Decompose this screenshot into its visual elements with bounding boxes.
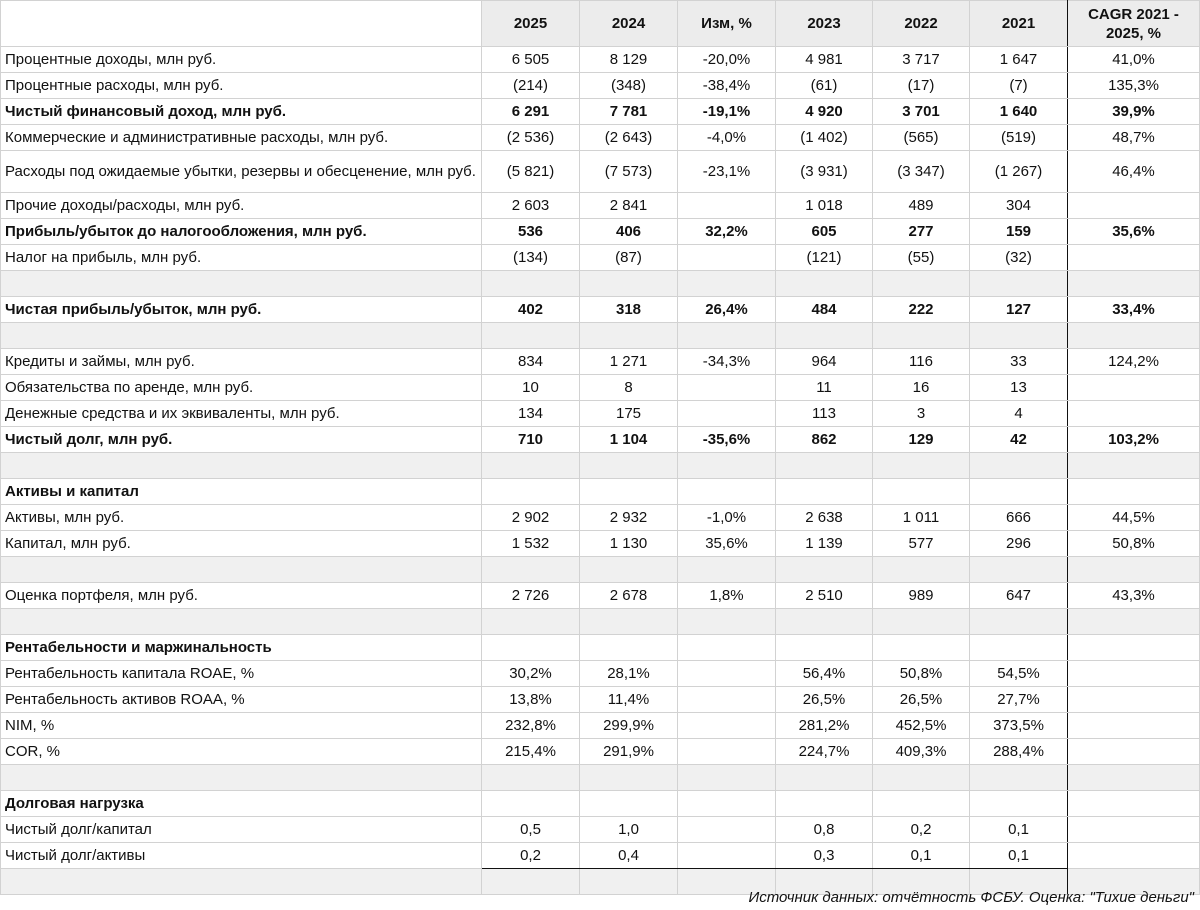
spacer-row bbox=[1, 271, 1200, 297]
cell-2025: 834 bbox=[482, 349, 580, 375]
spacer-row bbox=[1, 557, 1200, 583]
table-row bbox=[1, 401, 1200, 427]
cell-2025: 402 bbox=[482, 297, 580, 323]
table-row bbox=[1, 791, 1200, 817]
cell-2021 bbox=[970, 635, 1068, 661]
row-label: Коммерческие и административные расходы, млн руб. bbox=[1, 125, 482, 151]
cell-cagr: 48,7% bbox=[1068, 125, 1200, 151]
cell-change bbox=[678, 375, 776, 401]
cell-change bbox=[678, 323, 776, 349]
cell-change bbox=[678, 479, 776, 505]
cell-2021: (7) bbox=[970, 73, 1068, 99]
cell-2024: 1 271 bbox=[580, 349, 678, 375]
cell-cagr: 39,9% bbox=[1068, 99, 1200, 125]
cell-change bbox=[678, 193, 776, 219]
cell-2021: (32) bbox=[970, 245, 1068, 271]
cell-2022: 1 011 bbox=[873, 505, 970, 531]
row-label: Рентабельность капитала ROAE, % bbox=[1, 661, 482, 687]
cell-2024: 7 781 bbox=[580, 99, 678, 125]
cell-2025: 13,8% bbox=[482, 687, 580, 713]
cell-change bbox=[678, 817, 776, 843]
cell-2024: (2 643) bbox=[580, 125, 678, 151]
cell-2023: 964 bbox=[776, 349, 873, 375]
cell-2025 bbox=[482, 635, 580, 661]
row-label bbox=[1, 765, 482, 791]
table-row bbox=[1, 505, 1200, 531]
row-label bbox=[1, 323, 482, 349]
cell-change bbox=[678, 245, 776, 271]
cell-2024: 11,4% bbox=[580, 687, 678, 713]
row-label: Чистый финансовый доход, млн руб. bbox=[1, 99, 482, 125]
table-row bbox=[1, 479, 1200, 505]
cell-cagr bbox=[1068, 401, 1200, 427]
cell-2024: 406 bbox=[580, 219, 678, 245]
cell-cagr: 35,6% bbox=[1068, 219, 1200, 245]
row-label: Прочие доходы/расходы, млн руб. bbox=[1, 193, 482, 219]
cell-cagr bbox=[1068, 635, 1200, 661]
table-row bbox=[1, 583, 1200, 609]
cell-2021: 304 bbox=[970, 193, 1068, 219]
cell-2023 bbox=[776, 453, 873, 479]
cell-2021: 42 bbox=[970, 427, 1068, 453]
cell-2024 bbox=[580, 765, 678, 791]
cell-2024: (348) bbox=[580, 73, 678, 99]
cell-2022: 0,1 bbox=[873, 843, 970, 869]
cell-2025: 2 902 bbox=[482, 505, 580, 531]
cell-cagr: 124,2% bbox=[1068, 349, 1200, 375]
cell-cagr bbox=[1068, 765, 1200, 791]
cell-2023: 0,8 bbox=[776, 817, 873, 843]
cell-2024: 8 129 bbox=[580, 47, 678, 73]
row-label: Расходы под ожидаемые убытки, резервы и обесценение, млн руб. bbox=[1, 151, 482, 193]
cell-2022 bbox=[873, 765, 970, 791]
cell-change: 32,2% bbox=[678, 219, 776, 245]
cell-2024: 175 bbox=[580, 401, 678, 427]
cell-2023: 11 bbox=[776, 375, 873, 401]
cell-2023 bbox=[776, 557, 873, 583]
cell-change bbox=[678, 739, 776, 765]
cell-2021: 647 bbox=[970, 583, 1068, 609]
cell-2021: 296 bbox=[970, 531, 1068, 557]
cell-2025 bbox=[482, 765, 580, 791]
cell-2022: 116 bbox=[873, 349, 970, 375]
cell-change bbox=[678, 557, 776, 583]
table-row bbox=[1, 219, 1200, 245]
cell-change bbox=[678, 609, 776, 635]
row-label: Обязательства по аренде, млн руб. bbox=[1, 375, 482, 401]
cell-change bbox=[678, 453, 776, 479]
cell-change: 1,8% bbox=[678, 583, 776, 609]
cell-2022 bbox=[873, 609, 970, 635]
cell-2022 bbox=[873, 271, 970, 297]
cell-2023: 281,2% bbox=[776, 713, 873, 739]
cell-cagr bbox=[1068, 323, 1200, 349]
cell-change: -38,4% bbox=[678, 73, 776, 99]
cell-2022: 989 bbox=[873, 583, 970, 609]
table-row bbox=[1, 99, 1200, 125]
cell-cagr bbox=[1068, 245, 1200, 271]
header-col-cagr: CAGR 2021 - 2025, % bbox=[1068, 1, 1200, 47]
cell-2025: 0,2 bbox=[482, 843, 580, 869]
cell-2022: 3 717 bbox=[873, 47, 970, 73]
row-label bbox=[1, 453, 482, 479]
cell-2023: 4 981 bbox=[776, 47, 873, 73]
cell-2022: 16 bbox=[873, 375, 970, 401]
row-label: NIM, % bbox=[1, 713, 482, 739]
cell-2024: 1,0 bbox=[580, 817, 678, 843]
cell-2021: 54,5% bbox=[970, 661, 1068, 687]
cell-2022: 452,5% bbox=[873, 713, 970, 739]
cell-cagr: 135,3% bbox=[1068, 73, 1200, 99]
cell-cagr: 43,3% bbox=[1068, 583, 1200, 609]
header-col-2021: 2021 bbox=[970, 1, 1068, 47]
cell-2021: 127 bbox=[970, 297, 1068, 323]
table-row bbox=[1, 713, 1200, 739]
cell-2025: 710 bbox=[482, 427, 580, 453]
cell-2021: (519) bbox=[970, 125, 1068, 151]
cell-2024 bbox=[580, 479, 678, 505]
cell-2022: 26,5% bbox=[873, 687, 970, 713]
cell-cagr: 46,4% bbox=[1068, 151, 1200, 193]
row-label: Активы, млн руб. bbox=[1, 505, 482, 531]
header-col-2024: 2024 bbox=[580, 1, 678, 47]
row-label bbox=[1, 557, 482, 583]
cell-2021 bbox=[970, 271, 1068, 297]
cell-cagr bbox=[1068, 609, 1200, 635]
row-label: COR, % bbox=[1, 739, 482, 765]
cell-2024 bbox=[580, 635, 678, 661]
cell-2023 bbox=[776, 479, 873, 505]
cell-2023: 2 638 bbox=[776, 505, 873, 531]
cell-2023 bbox=[776, 765, 873, 791]
table-row bbox=[1, 193, 1200, 219]
cell-2023: (1 402) bbox=[776, 125, 873, 151]
cell-2022: 489 bbox=[873, 193, 970, 219]
cell-2025: 6 291 bbox=[482, 99, 580, 125]
cell-2022: 50,8% bbox=[873, 661, 970, 687]
row-label: Процентные доходы, млн руб. bbox=[1, 47, 482, 73]
cell-2021: 1 640 bbox=[970, 99, 1068, 125]
cell-2021: 4 bbox=[970, 401, 1068, 427]
cell-2025: 0,5 bbox=[482, 817, 580, 843]
cell-2025 bbox=[482, 479, 580, 505]
cell-change bbox=[678, 791, 776, 817]
cell-2024 bbox=[580, 323, 678, 349]
cell-2025: (214) bbox=[482, 73, 580, 99]
cell-cagr bbox=[1068, 791, 1200, 817]
cell-2025: (134) bbox=[482, 245, 580, 271]
cell-2025: (2 536) bbox=[482, 125, 580, 151]
cell-2024: 2 932 bbox=[580, 505, 678, 531]
cell-2024: 8 bbox=[580, 375, 678, 401]
cell-2021 bbox=[970, 557, 1068, 583]
cell-2021: (1 267) bbox=[970, 151, 1068, 193]
table-row bbox=[1, 661, 1200, 687]
row-label: Рентабельности и маржинальность bbox=[1, 635, 482, 661]
cell-2022 bbox=[873, 791, 970, 817]
cell-cagr: 44,5% bbox=[1068, 505, 1200, 531]
cell-2021: 1 647 bbox=[970, 47, 1068, 73]
row-label: Капитал, млн руб. bbox=[1, 531, 482, 557]
table-body bbox=[1, 47, 1200, 895]
cell-2021: 666 bbox=[970, 505, 1068, 531]
row-label: Процентные расходы, млн руб. bbox=[1, 73, 482, 99]
row-label bbox=[1, 271, 482, 297]
cell-2025 bbox=[482, 609, 580, 635]
cell-2023: 1 139 bbox=[776, 531, 873, 557]
row-label: Рентабельность активов ROAA, % bbox=[1, 687, 482, 713]
cell-2025: 10 bbox=[482, 375, 580, 401]
cell-change bbox=[678, 713, 776, 739]
cell-2023: (121) bbox=[776, 245, 873, 271]
cell-change: -34,3% bbox=[678, 349, 776, 375]
cell-2022: 277 bbox=[873, 219, 970, 245]
cell-2023: 113 bbox=[776, 401, 873, 427]
table-row bbox=[1, 635, 1200, 661]
cell-2021 bbox=[970, 453, 1068, 479]
cell-2025: 232,8% bbox=[482, 713, 580, 739]
source-note: Источник данных: отчётность ФСБУ. Оценка: "Тихие деньги" bbox=[748, 889, 1194, 906]
cell-2021 bbox=[970, 323, 1068, 349]
cell-2021 bbox=[970, 791, 1068, 817]
cell-2025: 134 bbox=[482, 401, 580, 427]
cell-2023: 0,3 bbox=[776, 843, 873, 869]
cell-2022 bbox=[873, 479, 970, 505]
cell-2023: (61) bbox=[776, 73, 873, 99]
cell-2025: 2 726 bbox=[482, 583, 580, 609]
cell-cagr bbox=[1068, 453, 1200, 479]
cell-cagr bbox=[1068, 193, 1200, 219]
cell-2021: 0,1 bbox=[970, 817, 1068, 843]
row-label: Чистый долг/активы bbox=[1, 843, 482, 869]
cell-2025: 1 532 bbox=[482, 531, 580, 557]
table-row bbox=[1, 817, 1200, 843]
cell-2023: 484 bbox=[776, 297, 873, 323]
cell-change: 26,4% bbox=[678, 297, 776, 323]
spacer-row bbox=[1, 765, 1200, 791]
cell-change bbox=[678, 271, 776, 297]
cell-2022 bbox=[873, 453, 970, 479]
cell-cagr bbox=[1068, 843, 1200, 869]
cell-2024 bbox=[580, 557, 678, 583]
cell-cagr bbox=[1068, 713, 1200, 739]
cell-2024 bbox=[580, 609, 678, 635]
table-row bbox=[1, 739, 1200, 765]
cell-cagr: 41,0% bbox=[1068, 47, 1200, 73]
cell-change: -4,0% bbox=[678, 125, 776, 151]
cell-change bbox=[678, 661, 776, 687]
cell-2022: 3 bbox=[873, 401, 970, 427]
cell-2024: 2 841 bbox=[580, 193, 678, 219]
cell-change: -1,0% bbox=[678, 505, 776, 531]
cell-2021: 27,7% bbox=[970, 687, 1068, 713]
cell-2022: 409,3% bbox=[873, 739, 970, 765]
cell-2021 bbox=[970, 479, 1068, 505]
cell-2022: (17) bbox=[873, 73, 970, 99]
table-row bbox=[1, 531, 1200, 557]
spacer-row bbox=[1, 323, 1200, 349]
cell-2023: (3 931) bbox=[776, 151, 873, 193]
cell-cagr bbox=[1068, 271, 1200, 297]
cell-change: -20,0% bbox=[678, 47, 776, 73]
spacer-row bbox=[1, 453, 1200, 479]
cell-2022: (3 347) bbox=[873, 151, 970, 193]
cell-2024: 28,1% bbox=[580, 661, 678, 687]
table-row bbox=[1, 349, 1200, 375]
cell-cagr bbox=[1068, 817, 1200, 843]
cell-2025: 6 505 bbox=[482, 47, 580, 73]
header-label-cell bbox=[1, 1, 482, 47]
spacer-row bbox=[1, 609, 1200, 635]
cell-2024: 2 678 bbox=[580, 583, 678, 609]
table-row bbox=[1, 73, 1200, 99]
row-label: Чистая прибыль/убыток, млн руб. bbox=[1, 297, 482, 323]
cell-2021: 373,5% bbox=[970, 713, 1068, 739]
cell-2022: (55) bbox=[873, 245, 970, 271]
table-row bbox=[1, 125, 1200, 151]
table-row bbox=[1, 375, 1200, 401]
header-col-2023: 2023 bbox=[776, 1, 873, 47]
table-row bbox=[1, 47, 1200, 73]
cell-change: 35,6% bbox=[678, 531, 776, 557]
cell-cagr bbox=[1068, 687, 1200, 713]
cell-2022: 222 bbox=[873, 297, 970, 323]
cell-2023: 1 018 bbox=[776, 193, 873, 219]
cell-change bbox=[678, 635, 776, 661]
cell-2024: 1 104 bbox=[580, 427, 678, 453]
cell-change bbox=[678, 687, 776, 713]
cell-cagr: 50,8% bbox=[1068, 531, 1200, 557]
cell-2021: 33 bbox=[970, 349, 1068, 375]
header-row bbox=[1, 1, 1200, 47]
cell-cagr bbox=[1068, 375, 1200, 401]
cell-change bbox=[678, 401, 776, 427]
table-row bbox=[1, 151, 1200, 193]
row-label: Денежные средства и их эквиваленты, млн руб. bbox=[1, 401, 482, 427]
table-row bbox=[1, 245, 1200, 271]
row-label: Чистый долг, млн руб. bbox=[1, 427, 482, 453]
cell-2025: 30,2% bbox=[482, 661, 580, 687]
cell-2025 bbox=[482, 453, 580, 479]
table-row bbox=[1, 427, 1200, 453]
row-label: Прибыль/убыток до налогообложения, млн руб. bbox=[1, 219, 482, 245]
row-label: Оценка портфеля, млн руб. bbox=[1, 583, 482, 609]
cell-2024: (7 573) bbox=[580, 151, 678, 193]
cell-2023 bbox=[776, 635, 873, 661]
cell-2024: 291,9% bbox=[580, 739, 678, 765]
cell-2024 bbox=[580, 453, 678, 479]
cell-2025 bbox=[482, 323, 580, 349]
cell-2025: 2 603 bbox=[482, 193, 580, 219]
cell-2024: 0,4 bbox=[580, 843, 678, 869]
cell-2024 bbox=[580, 791, 678, 817]
cell-2024 bbox=[580, 271, 678, 297]
row-label: Активы и капитал bbox=[1, 479, 482, 505]
cell-change: -35,6% bbox=[678, 427, 776, 453]
cell-cagr bbox=[1068, 479, 1200, 505]
cell-2022: (565) bbox=[873, 125, 970, 151]
cell-2022 bbox=[873, 635, 970, 661]
cell-2021: 13 bbox=[970, 375, 1068, 401]
cell-2021: 288,4% bbox=[970, 739, 1068, 765]
cell-2024: (87) bbox=[580, 245, 678, 271]
cell-change: -23,1% bbox=[678, 151, 776, 193]
cell-cagr bbox=[1068, 739, 1200, 765]
cell-2025 bbox=[482, 869, 580, 895]
cell-2023: 2 510 bbox=[776, 583, 873, 609]
cell-2021: 159 bbox=[970, 219, 1068, 245]
cell-2024 bbox=[580, 869, 678, 895]
cell-2023 bbox=[776, 323, 873, 349]
cell-2023: 862 bbox=[776, 427, 873, 453]
cell-2022 bbox=[873, 557, 970, 583]
cell-cagr: 33,4% bbox=[1068, 297, 1200, 323]
header-col-change: Изм, % bbox=[678, 1, 776, 47]
cell-cagr bbox=[1068, 557, 1200, 583]
header-col-2025: 2025 bbox=[482, 1, 580, 47]
cell-2022 bbox=[873, 323, 970, 349]
cell-2024: 1 130 bbox=[580, 531, 678, 557]
cell-2022: 577 bbox=[873, 531, 970, 557]
row-label: Чистый долг/капитал bbox=[1, 817, 482, 843]
cell-2023 bbox=[776, 271, 873, 297]
cell-2025 bbox=[482, 271, 580, 297]
cell-cagr: 103,2% bbox=[1068, 427, 1200, 453]
cell-change: -19,1% bbox=[678, 99, 776, 125]
cell-2021 bbox=[970, 609, 1068, 635]
cell-2023: 26,5% bbox=[776, 687, 873, 713]
row-label: Налог на прибыль, млн руб. bbox=[1, 245, 482, 271]
cell-2022: 0,2 bbox=[873, 817, 970, 843]
cell-2025: (5 821) bbox=[482, 151, 580, 193]
table-row bbox=[1, 687, 1200, 713]
cell-2023: 605 bbox=[776, 219, 873, 245]
cell-2025: 536 bbox=[482, 219, 580, 245]
row-label: Кредиты и займы, млн руб. bbox=[1, 349, 482, 375]
cell-2022: 129 bbox=[873, 427, 970, 453]
cell-2023 bbox=[776, 791, 873, 817]
table-row bbox=[1, 843, 1200, 869]
cell-2024: 318 bbox=[580, 297, 678, 323]
cell-2023: 224,7% bbox=[776, 739, 873, 765]
cell-2022: 3 701 bbox=[873, 99, 970, 125]
cell-2025: 215,4% bbox=[482, 739, 580, 765]
cell-2021: 0,1 bbox=[970, 843, 1068, 869]
cell-cagr bbox=[1068, 661, 1200, 687]
cell-2023: 4 920 bbox=[776, 99, 873, 125]
header-col-2022: 2022 bbox=[873, 1, 970, 47]
cell-2023: 56,4% bbox=[776, 661, 873, 687]
table-row bbox=[1, 297, 1200, 323]
cell-2021 bbox=[970, 765, 1068, 791]
row-label bbox=[1, 609, 482, 635]
cell-change bbox=[678, 843, 776, 869]
row-label bbox=[1, 869, 482, 895]
row-label: Долговая нагрузка bbox=[1, 791, 482, 817]
cell-2023 bbox=[776, 609, 873, 635]
cell-2024: 299,9% bbox=[580, 713, 678, 739]
cell-change bbox=[678, 765, 776, 791]
cell-2025 bbox=[482, 557, 580, 583]
cell-2025 bbox=[482, 791, 580, 817]
